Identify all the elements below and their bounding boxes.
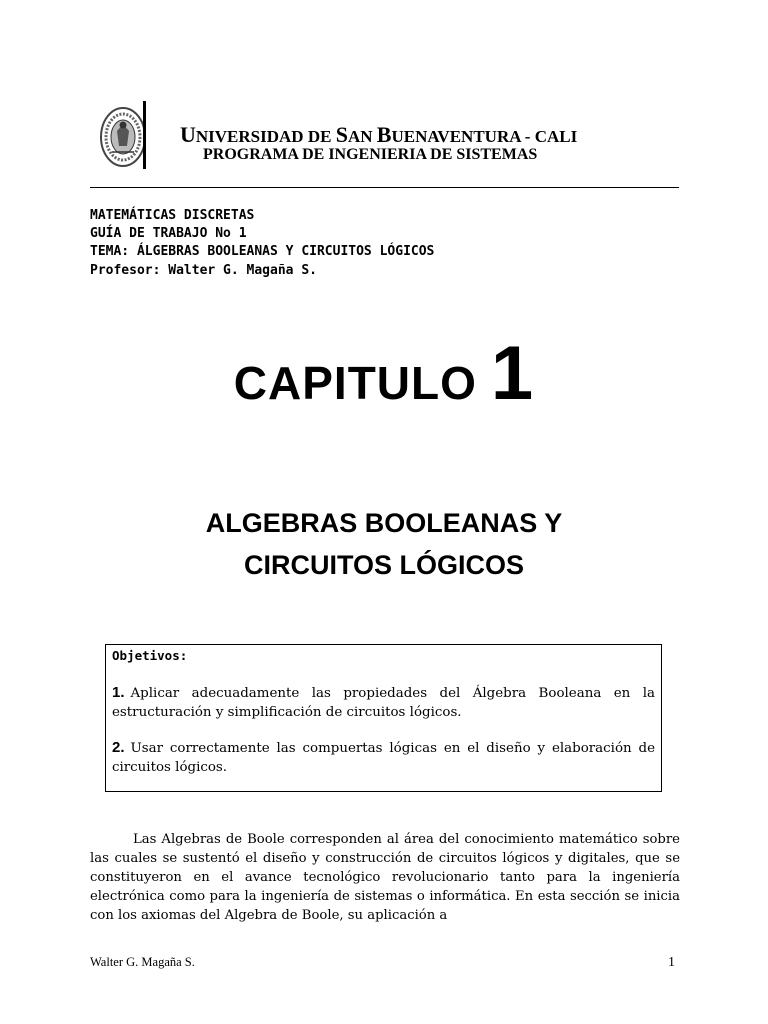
body-paragraph: Las Algebras de Boole corresponden al área del conocimiento matemático sobre las cuales se sustentó el diseño y construcción de circuitos lógicos y digitales, que se constituyeron en el avance tecnológico revolucionario tanto para la ingeniería electrónica como para la ingeniería de sistemas o informática. En esta sección se inicia con los axiomas del Algebra de Boole, su aplicación a: [90, 832, 680, 923]
footer-author: Walter G. Magaña S.: [90, 955, 195, 969]
professor: Profesor: Walter G. Magaña S.: [90, 263, 317, 278]
program-name: PROGRAMA DE INGENIERIA DE SISTEMAS: [203, 146, 538, 163]
chapter-word: CAPITULO: [233, 357, 477, 409]
chapter-heading: [0, 330, 768, 417]
objective-item: 2. Usar correctamente las compuertas lógicas en el diseño y elaboración de circuitos lógicos.: [112, 739, 655, 775]
subtitle-line-2: CIRCUITOS LÓGICOS: [243, 550, 525, 580]
objectives-title: Objetivos:: [112, 648, 188, 663]
subtitle-line-1: ALGEBRAS BOOLEANAS Y: [205, 508, 563, 538]
university-seal-icon: [98, 104, 148, 170]
guide-number: GUÍA DE TRABAJO No 1: [90, 226, 247, 241]
page-number: 1: [668, 955, 675, 970]
chapter-number: 1: [490, 331, 535, 416]
header-rule: [90, 187, 679, 188]
objective-item: 1. Aplicar adecuadamente las propiedades del Álgebra Booleana en la estructuración y simplificación de circuitos lógicos.: [112, 684, 655, 720]
header-divider-bar: [143, 101, 146, 169]
topic: TEMA: ÁLGEBRAS BOOLEANAS Y CIRCUITOS LÓGICOS: [90, 244, 435, 259]
university-name: UNIVERSIDAD DE SAN BUENAVENTURA - CALI: [180, 122, 578, 147]
course-name: MATEMÁTICAS DISCRETAS: [90, 208, 255, 223]
